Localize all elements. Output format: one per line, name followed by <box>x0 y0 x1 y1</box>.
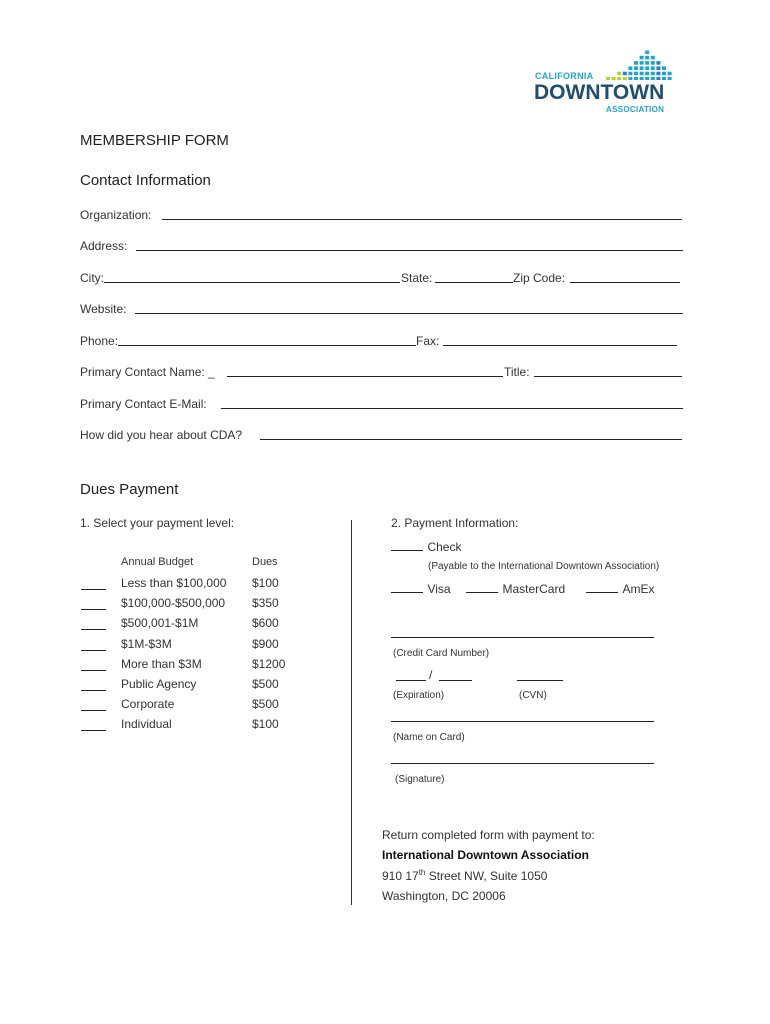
check-option[interactable] <box>391 538 461 556</box>
logo-bar-segment <box>645 56 649 60</box>
dues-level-checkbox[interactable] <box>81 730 106 731</box>
mastercard-label: MasterCard <box>502 582 566 596</box>
annual-budget-header: Annual Budget <box>121 556 194 568</box>
dues-level-budget: $1M-$3M <box>121 637 172 651</box>
logo-bar-segment <box>640 77 644 80</box>
logo-bar-segment <box>656 61 660 65</box>
return-street <box>382 868 547 883</box>
state-field[interactable] <box>435 282 513 283</box>
amex-label: AmEx <box>622 582 655 596</box>
signature-field[interactable] <box>391 763 654 764</box>
zip-field[interactable] <box>570 282 680 283</box>
logo-bar-segment <box>651 61 655 65</box>
amex-option[interactable] <box>586 580 654 598</box>
column-divider <box>351 520 352 905</box>
website-label: Website: <box>80 302 127 316</box>
dues-level-amount: $1200 <box>252 657 286 671</box>
fax-field[interactable] <box>443 345 677 346</box>
name-on-card-field[interactable] <box>391 721 654 722</box>
expiration-year-field[interactable] <box>439 680 472 681</box>
logo-bar-segment <box>634 72 638 76</box>
return-city: Washington, DC 20006 <box>382 889 506 903</box>
logo-bar-segment <box>645 61 649 65</box>
logo-bar-segment <box>656 72 660 76</box>
dues-header: Dues <box>252 556 278 568</box>
logo-bar-segment <box>656 77 660 80</box>
logo-bar-segment <box>662 66 666 70</box>
dues-level-amount: $900 <box>252 637 279 651</box>
signature-label: (Signature) <box>395 774 445 785</box>
zip-label: Zip Code: <box>513 271 566 285</box>
street-suffix: th <box>418 868 426 877</box>
address-label: Address: <box>80 239 128 253</box>
logo-bar-segment <box>634 77 638 80</box>
expiration-label: (Expiration) <box>393 690 445 701</box>
logo-bar-segment <box>640 72 644 76</box>
city-label: City: <box>80 271 104 285</box>
dues-level-budget: More than $3M <box>121 657 202 671</box>
dues-level-checkbox[interactable] <box>81 609 106 610</box>
card-number-field[interactable] <box>391 637 654 638</box>
logo-bar-segment <box>668 77 672 80</box>
dues-level-amount: $350 <box>252 596 279 610</box>
dues-level-checkbox[interactable] <box>81 670 106 671</box>
logo-line1: CALIFORNIA <box>535 71 594 81</box>
dues-level-checkbox[interactable] <box>81 710 106 711</box>
state-label: State: <box>401 271 433 285</box>
dues-level-checkbox[interactable] <box>81 690 106 691</box>
logo-bar-segment <box>662 77 666 80</box>
logo-bar-segment <box>606 77 610 80</box>
website-field[interactable] <box>135 313 683 314</box>
logo-bar-segment <box>623 72 627 76</box>
logo-bar-segment <box>656 66 660 70</box>
phone-field[interactable] <box>118 345 416 346</box>
primary-email-label: Primary Contact E-Mail: <box>80 397 207 411</box>
return-org-name: International Downtown Association <box>382 848 589 862</box>
logo-bar-segment <box>640 66 644 70</box>
logo-bar-segment <box>623 77 627 80</box>
check-blank[interactable] <box>391 540 423 551</box>
logo-bar-segment <box>651 66 655 70</box>
logo-bar-segment <box>651 56 655 60</box>
phone-label: Phone: <box>80 334 119 348</box>
title-label: Title: <box>504 365 530 379</box>
street-number: 910 17 <box>382 869 419 883</box>
logo-bar-segment <box>662 72 666 76</box>
logo <box>530 44 675 116</box>
dues-level-budget: $500,001-$1M <box>121 616 199 630</box>
expiration-slash: / <box>429 668 433 682</box>
primary-email-field[interactable] <box>221 408 683 409</box>
address-field[interactable] <box>136 250 683 251</box>
dues-level-checkbox[interactable] <box>81 650 106 651</box>
primary-name-field[interactable] <box>227 376 503 377</box>
logo-bar-segment <box>612 77 616 80</box>
dues-level-amount: $100 <box>252 576 279 590</box>
dues-level-budget: Public Agency <box>121 677 197 691</box>
logo-bar-segment <box>628 77 632 80</box>
expiration-month-field[interactable] <box>396 680 426 681</box>
check-label: Check <box>427 540 462 554</box>
logo-bar-segment <box>617 77 621 80</box>
dues-level-budget: $100,000-$500,000 <box>121 596 226 610</box>
form-title: MEMBERSHIP FORM <box>80 132 229 149</box>
dues-level-amount: $600 <box>252 616 279 630</box>
logo-bar-segment <box>651 77 655 80</box>
logo-bar-segment <box>628 72 632 76</box>
dues-level-amount: $100 <box>252 717 279 731</box>
logo-bar-segment <box>668 72 672 76</box>
dues-level-budget: Individual <box>121 717 172 731</box>
street-rest: Street NW, Suite 1050 <box>425 869 548 883</box>
how-hear-field[interactable] <box>260 439 682 440</box>
organization-label: Organization: <box>80 208 152 222</box>
logo-bar-segment <box>645 66 649 70</box>
dues-level-checkbox[interactable] <box>81 629 106 630</box>
return-instructions: Return completed form with payment to: <box>382 828 595 842</box>
step1-label: 1. Select your payment level: <box>80 516 235 530</box>
cvn-label: (CVN) <box>519 690 547 701</box>
logo-bar-segment <box>645 51 649 55</box>
fax-label: Fax: <box>416 334 440 348</box>
dues-level-budget: Corporate <box>121 697 175 711</box>
logo-bars-graphic <box>606 44 676 80</box>
logo-bar-segment <box>651 72 655 76</box>
dues-level-amount: $500 <box>252 697 279 711</box>
dues-level-budget: Less than $100,000 <box>121 576 227 590</box>
city-field[interactable] <box>104 282 400 283</box>
primary-name-label: Primary Contact Name: _ <box>80 365 215 379</box>
logo-bar-segment <box>640 56 644 60</box>
dues-heading: Dues Payment <box>80 481 179 498</box>
logo-line3: ASSOCIATION <box>606 105 665 114</box>
visa-blank[interactable] <box>391 582 423 593</box>
logo-bar-segment <box>645 72 649 76</box>
logo-bar-segment <box>634 66 638 70</box>
contact-heading: Contact Information <box>80 172 211 189</box>
dues-level-amount: $500 <box>252 677 279 691</box>
how-hear-label: How did you hear about CDA? <box>80 428 243 442</box>
logo-bar-segment <box>634 61 638 65</box>
payable-note: (Payable to the International Downtown Association) <box>428 561 660 572</box>
cvn-field[interactable] <box>517 680 563 681</box>
title-field[interactable] <box>534 376 682 377</box>
logo-bar-segment <box>640 61 644 65</box>
organization-field[interactable] <box>162 219 682 220</box>
visa-option[interactable] <box>391 580 451 598</box>
logo-bar-segment <box>628 66 632 70</box>
dues-level-checkbox[interactable] <box>81 589 106 590</box>
logo-bar-segment <box>645 77 649 80</box>
card-number-label: (Credit Card Number) <box>393 648 490 659</box>
visa-label: Visa <box>427 582 451 596</box>
name-on-card-label: (Name on Card) <box>393 732 465 743</box>
mastercard-option[interactable] <box>466 580 565 598</box>
step2-label: 2. Payment Information: <box>391 516 519 530</box>
logo-line2: DOWNTOWN <box>534 81 665 104</box>
mastercard-blank[interactable] <box>466 582 498 593</box>
amex-blank[interactable] <box>586 582 618 593</box>
logo-bar-segment <box>617 72 621 76</box>
